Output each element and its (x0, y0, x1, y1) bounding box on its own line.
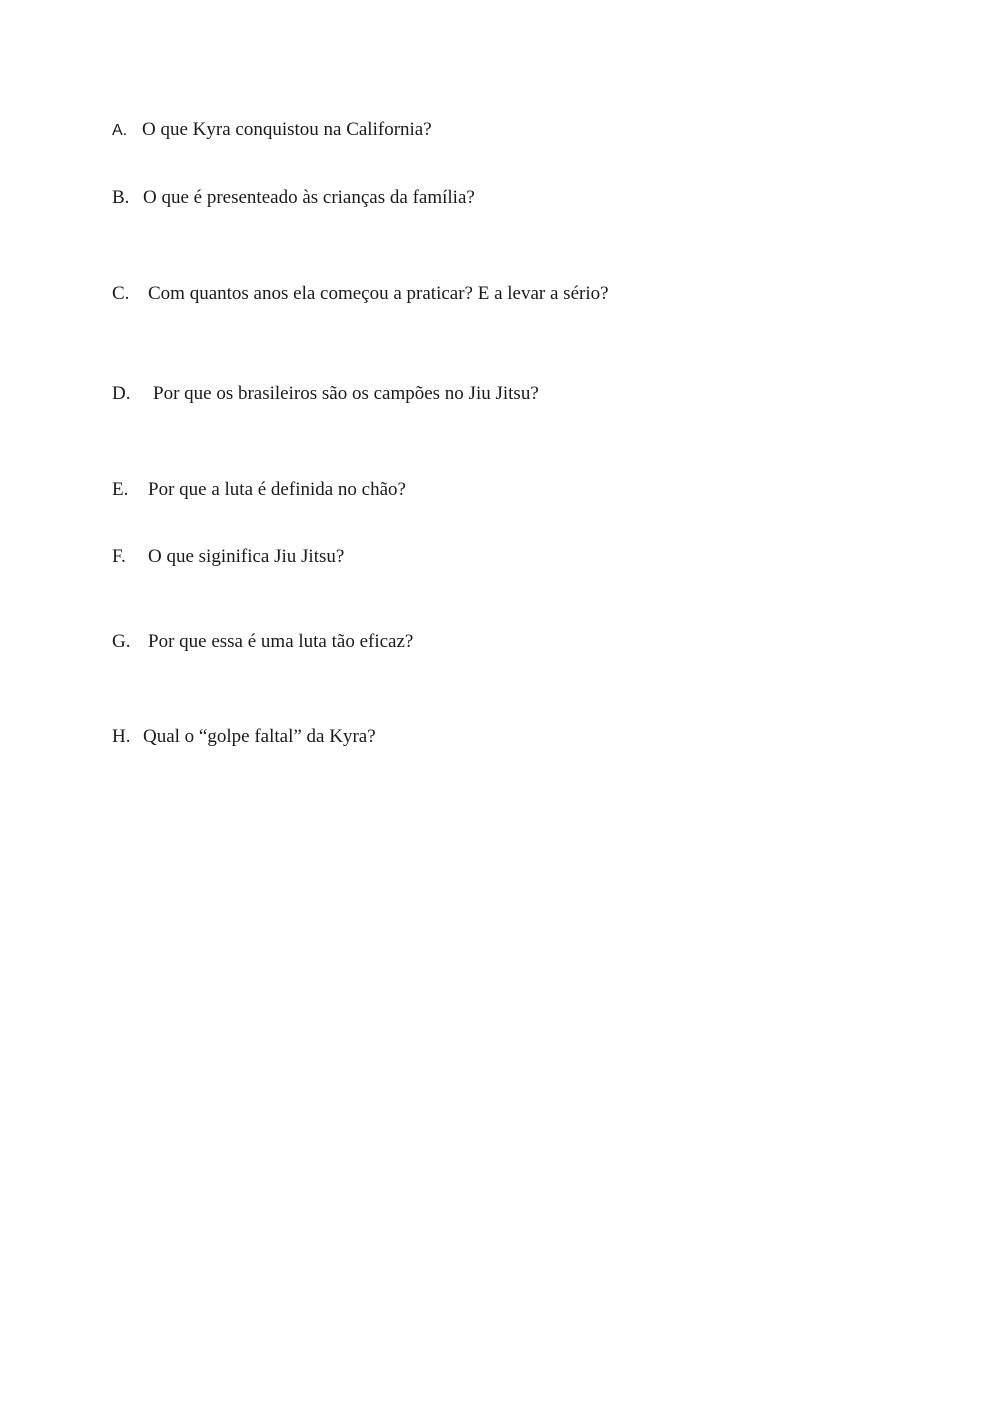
question-text: Por que a luta é definida no chão? (148, 479, 406, 500)
question-letter: E. (112, 479, 129, 500)
question-letter: C. (112, 283, 130, 304)
question-text: Por que os brasileiros são os campões no Jiu Jitsu? (153, 383, 539, 404)
question-text: Qual o “golpe faltal” da Kyra? (143, 726, 376, 747)
question-b (112, 186, 475, 210)
question-letter: H. (112, 726, 131, 747)
question-letter: A. (112, 122, 128, 139)
question-h (112, 725, 376, 749)
question-d (112, 382, 539, 406)
question-text: Por que essa é uma luta tão eficaz? (148, 631, 414, 652)
question-text: O que siginifica Jiu Jitsu? (148, 546, 345, 567)
question-letter: F. (112, 546, 126, 567)
question-text: O que Kyra conquistou na California? (142, 119, 432, 140)
question-letter: D. (112, 383, 131, 404)
question-text: Com quantos anos ela começou a praticar? E a levar a sério? (148, 283, 609, 304)
question-letter: B. (112, 187, 130, 208)
question-g (112, 630, 413, 654)
question-text: O que é presenteado às crianças da família? (143, 187, 475, 208)
question-f (112, 545, 344, 569)
question-c (112, 282, 609, 306)
question-a (112, 118, 432, 143)
question-e (112, 478, 406, 502)
question-letter: G. (112, 631, 131, 652)
